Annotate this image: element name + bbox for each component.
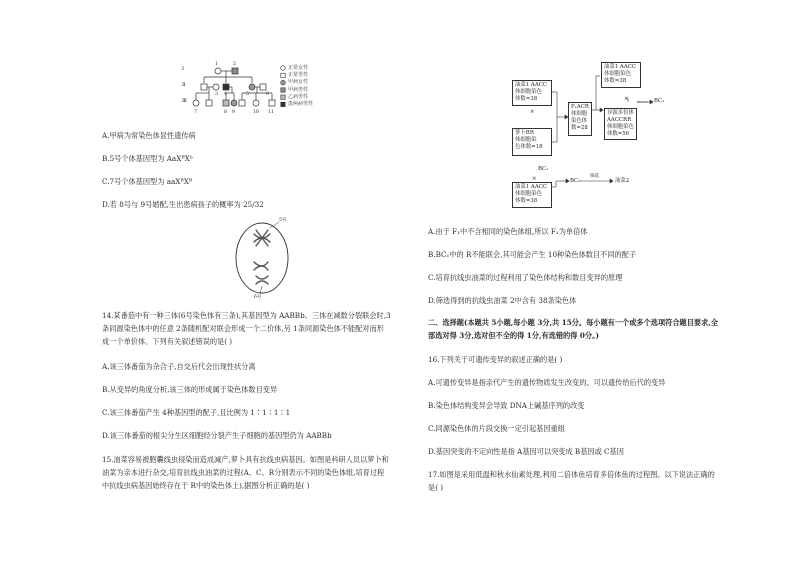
q14-option-c: C.该三体番茄产生 4种基因型的配子,且比例为 1∶1∶1∶1 xyxy=(102,408,291,417)
q14-option-a: A.该三体番茄为杂合子,自交后代会出现性状分离 xyxy=(102,362,256,371)
q15-stem-1: 15.油菜容易被胞囊线虫侵染而造成减产,萝卜具有抗线虫病基因。如图是科研人员以萝卜和 xyxy=(102,455,389,464)
pedigree-num-8: 8 xyxy=(224,110,227,115)
pedigree-num-10: 10 xyxy=(253,110,259,115)
q14-stem-1: 14.某番茄中有一种三体(6号染色体有三条),其基因型为 AABBb。三体在减数分裂联会时,3 xyxy=(102,311,391,320)
pedigree-num-6: 6 xyxy=(266,92,269,97)
q13-option-c: C.7号个体基因型为 aaXᴮXᴮ xyxy=(102,177,193,186)
cross-sign-3: × xyxy=(532,176,537,182)
box-allo: 异源多倍体 AACCRR 体细胞染色 体数=56 xyxy=(604,108,637,140)
q16-option-a: A.可遗传变异是指亲代产生的遗传物质发生改变的、可以遗传给后代的变异 xyxy=(428,378,666,387)
q13-option-b: B.5号个体基因型为 AaXᴮXᵇ xyxy=(102,154,193,163)
q17-stem-1: 17.如图是采用低温和秋水仙素处理,利用二倍体鱼培育多倍体鱼的过程图。以下说法正确的 xyxy=(428,470,715,479)
box-rape3: 油菜1 AACC 体细胞染色 体数=38 xyxy=(512,182,552,208)
q13-option-d: D.若 8号与 9号婚配,生出患病孩子的概率为 25/32 xyxy=(102,200,264,209)
label-bc1: BC₁ xyxy=(654,98,665,104)
box-rape2: 油菜1 AACC 体细胞染色 体数=38 xyxy=(601,62,641,88)
pedigree-num-3: 3 xyxy=(215,92,218,97)
label-screen: 筛选 xyxy=(590,174,600,179)
cell-drawing xyxy=(232,218,296,302)
pedigree-female-normal xyxy=(215,68,221,74)
q15-option-a: A.由于 F₁中不含相同的染色体组,所以 F₁为单倍体 xyxy=(428,227,588,236)
label-rape2-product: 油菜2 xyxy=(615,178,630,184)
box-rape1: 油菜1 AACC 体细胞染色 体数=38 xyxy=(512,80,552,106)
q16-stem: 16.下列关于可遗传变异的叙述正确的是( ) xyxy=(428,355,563,364)
q14-option-d: D.该三体番茄的根尖分生区细胞经分裂产生子细胞的基因型仍为 AABBb xyxy=(102,431,332,440)
pedigree-num-9: 9 xyxy=(232,110,235,115)
q14-stem-2: 条同源染色体中的任意 2条随机配对联会形成一个二价体,另 1条同源染色体不能配对而形 xyxy=(102,324,384,333)
label-bc2: BC₂ xyxy=(570,178,581,184)
pedigree-num-2: 2 xyxy=(233,62,236,67)
section-2-heading-2: 部选对得 3分,选对但不全的得 1分,有选错的得 0分。) xyxy=(428,331,600,340)
q15-stem-3: 中抗线虫病基因始终存在于 R中的染色体上),据图分析正确的是( ) xyxy=(102,481,310,490)
legend-a-male: 甲病男性 xyxy=(288,86,309,93)
q17-stem-2: 是( ) xyxy=(428,483,444,492)
legend-normal-male: 正常男性 xyxy=(288,72,309,79)
pedigree-male-affected xyxy=(232,68,238,74)
pedigree-legend xyxy=(280,65,328,109)
legend-symbols xyxy=(280,65,286,109)
breeding-diagram xyxy=(510,58,690,220)
q14-stem-3: 成一个单价体。下列有关叙述错误的是( ) xyxy=(102,337,233,346)
pedigree-num-4: 4 xyxy=(224,92,227,97)
q15-option-d: D.筛选得到的抗线虫油菜 2中含有 38条染色体 xyxy=(428,296,577,305)
q16-option-b: B.染色体结构变异会导致 DNA上碱基序列的改变 xyxy=(428,401,585,410)
section-2-heading-1: 二、选择题(本题共 5小题,每小题 3分,共 15分。每小题有一个或多个选项符合题目要求,全 xyxy=(428,318,718,327)
legend-b-male: 乙病男性 xyxy=(288,93,309,100)
pedigree-gen-3: Ⅲ xyxy=(182,98,187,104)
q14-option-b: B.从变异的角度分析,该三体的形成属于染色体数目变异 xyxy=(102,385,278,394)
label-bc1-second: BC₁ xyxy=(538,166,549,172)
pedigree-chart xyxy=(182,60,280,124)
q13-option-a: A.甲病为常染色体显性遗传病 xyxy=(102,131,196,140)
legend-a-female: 甲病女性 xyxy=(288,79,309,86)
cell-figure xyxy=(232,218,296,302)
cross-sign-2: × xyxy=(624,96,629,102)
q16-option-d: D.基因突变的不定向性是指 A基因可以突变成 B基因或 C基因 xyxy=(428,447,624,456)
q16-option-c: C.同源染色体的片段交换一定引起基因重组 xyxy=(428,424,565,433)
pedigree-num-7: 7 xyxy=(194,110,197,115)
q15-stem-2: 油菜为亲本进行杂交,培育抗线虫油菜的过程(A、C、R分别表示不同的染色体组,培育过程 xyxy=(102,468,385,477)
pedigree-num-11: 11 xyxy=(268,110,274,115)
box-radish: 萝卜RR 体细胞染 色体数=18 xyxy=(512,128,552,156)
cell-label-6: 6号 xyxy=(254,295,262,300)
pedigree-gen-1: Ⅰ xyxy=(182,66,184,72)
pedigree-num-5: 5 xyxy=(246,92,249,97)
cell-label-5: 5号 xyxy=(279,218,287,223)
q15-option-b: B.BC₁中的 R不能联会,其可能会产生 10种染色体数目不同的配子 xyxy=(428,250,637,259)
pedigree-num-1: 1 xyxy=(215,62,218,67)
box-f1: F₁ACR 体细胞 染色体 数=28 xyxy=(568,102,592,136)
cross-sign-1: × xyxy=(530,109,535,115)
q15-option-c: C.培育抗线虫油菜的过程利用了染色体结构和数目变异的原理 xyxy=(428,273,623,282)
legend-both-male: 患两病男性 xyxy=(288,101,314,107)
legend-normal-female: 正常女性 xyxy=(288,65,309,71)
pedigree-gen-2: Ⅱ xyxy=(182,82,186,88)
